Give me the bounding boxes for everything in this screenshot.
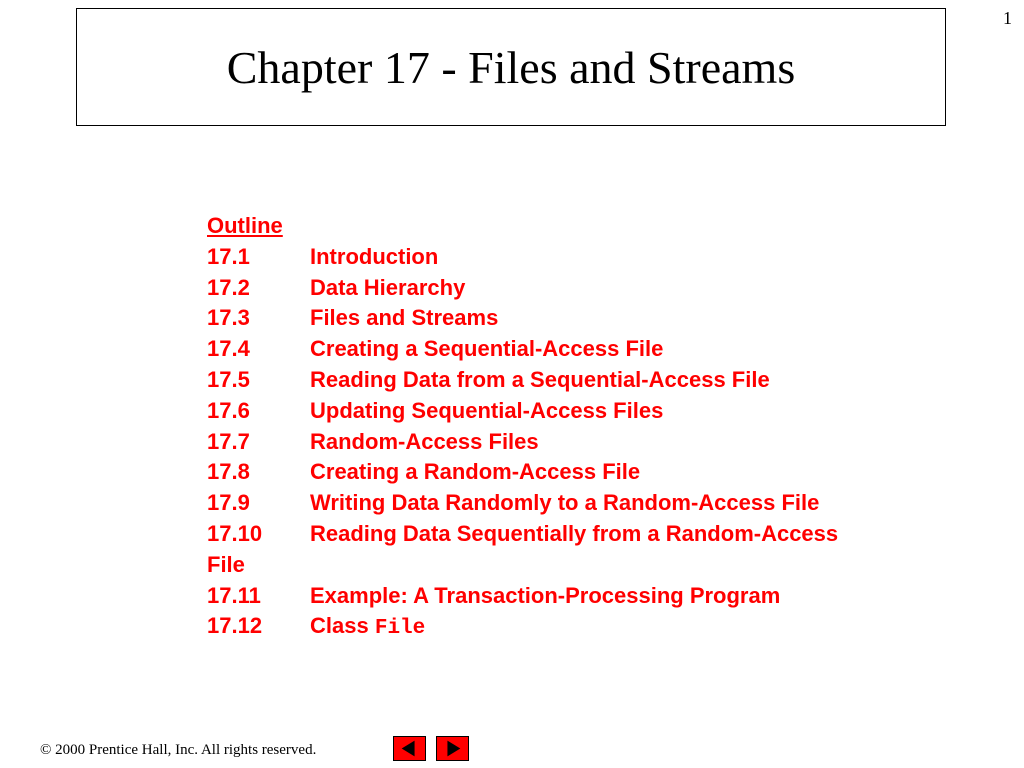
- right-arrow-icon: [437, 737, 468, 760]
- outline-item-text: Reading Data Sequentially from a Random-Access: [310, 520, 839, 546]
- next-slide-button[interactable]: [436, 736, 469, 761]
- page-number: 1: [1003, 8, 1012, 28]
- outline-item-number: 17.2: [207, 274, 250, 300]
- outline-item-text: Reading Data from a Sequential-Access File: [310, 366, 770, 392]
- outline-item: [207, 242, 947, 273]
- outline-item-text: Random-Access Files: [310, 428, 539, 454]
- outline-item: [207, 303, 947, 334]
- outline-item-label: Class: [310, 613, 369, 639]
- outline-item-number: 17.12: [207, 613, 263, 639]
- slide-title: Chapter 17 - Files and Streams: [226, 41, 796, 93]
- outline-item-text: Files and Streams: [310, 305, 499, 331]
- previous-slide-button[interactable]: [393, 736, 426, 761]
- outline-item-text: Data Hierarchy: [310, 274, 466, 300]
- outline-item-number: 17.11: [207, 582, 261, 608]
- outline-item-text: Example: A Transaction-Processing Program: [310, 582, 781, 608]
- outline-item-text: Writing Data Randomly to a Random-Access File: [310, 490, 820, 516]
- outline-item-number: 17.5: [207, 366, 250, 392]
- outline-item-number: 17.10: [207, 520, 263, 546]
- outline-item: [207, 365, 947, 396]
- outline-item-number: 17.9: [207, 490, 250, 516]
- outline-item: [207, 581, 947, 612]
- outline-item-text: Creating a Sequential-Access File: [310, 336, 664, 362]
- outline-item: [207, 427, 947, 458]
- outline-item-number: 17.1: [207, 243, 250, 269]
- outline-heading: Outline: [207, 213, 283, 238]
- outline-item: [207, 519, 947, 550]
- outline-item: [207, 334, 947, 365]
- outline-item-number: 17.3: [207, 305, 250, 331]
- outline-item-text: Updating Sequential-Access Files: [310, 397, 664, 423]
- outline-item: [207, 396, 947, 427]
- outline-item-text: Introduction: [310, 243, 439, 269]
- outline-item-number: 17.7: [207, 428, 250, 454]
- outline-item-code: File: [374, 617, 426, 641]
- outline-item-number: 17.4: [207, 336, 250, 362]
- outline-item-number: 17.6: [207, 397, 250, 423]
- outline-item-number: 17.8: [207, 459, 250, 485]
- left-arrow-icon: [394, 737, 425, 760]
- outline-item: [207, 457, 947, 488]
- outline-item: [207, 273, 947, 304]
- outline-item-continuation: File: [207, 551, 245, 577]
- outline-item: [207, 488, 947, 519]
- copyright-footer: © 2000 Prentice Hall, Inc. All rights reserved.: [40, 742, 317, 758]
- outline-item-text: [310, 611, 425, 645]
- outline-item-text: Creating a Random-Access File: [310, 459, 641, 485]
- outline: [207, 211, 947, 645]
- title-box: [76, 8, 946, 126]
- outline-item: [207, 611, 947, 645]
